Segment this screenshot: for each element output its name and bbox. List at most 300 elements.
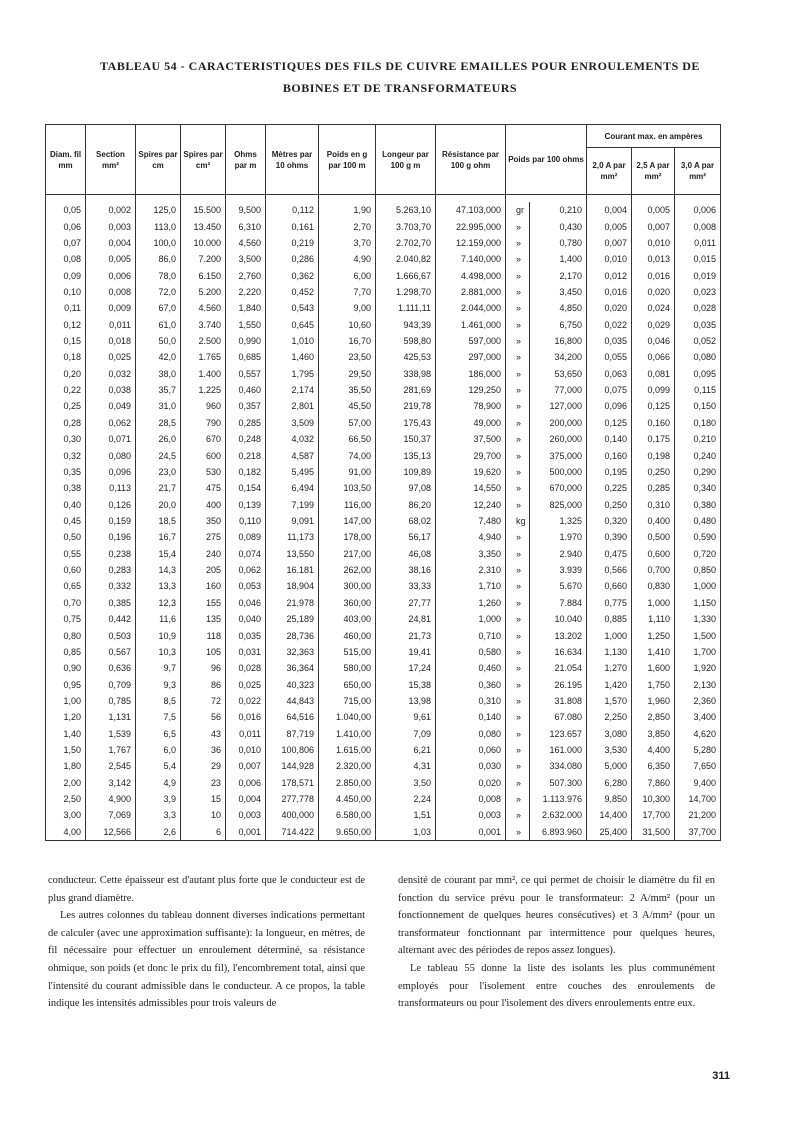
table-cell: 16.634 bbox=[530, 644, 587, 660]
table-cell-unit: » bbox=[506, 447, 530, 463]
table-row bbox=[46, 791, 721, 807]
table-cell: 3,400 bbox=[675, 709, 721, 725]
table-cell: 1.113.976 bbox=[530, 791, 587, 807]
wire-characteristics-table bbox=[45, 124, 721, 841]
table-cell: 400,000 bbox=[266, 807, 319, 823]
table-cell: 4,900 bbox=[86, 791, 136, 807]
table-cell: 240 bbox=[181, 546, 226, 562]
table-row bbox=[46, 660, 721, 676]
table-cell: 0,159 bbox=[86, 513, 136, 529]
table-cell: 0,357 bbox=[226, 398, 266, 414]
header-longueur: Longeur par 100 g m bbox=[376, 125, 436, 195]
table-cell: 0,012 bbox=[587, 267, 632, 283]
table-cell: 1,600 bbox=[632, 660, 675, 676]
table-cell: 3,850 bbox=[632, 726, 675, 742]
table-cell: 147,00 bbox=[319, 513, 376, 529]
table-row bbox=[46, 267, 721, 283]
table-cell: 1,03 bbox=[376, 824, 436, 841]
table-cell: 4.498,000 bbox=[436, 267, 506, 283]
table-cell: 0,785 bbox=[86, 693, 136, 709]
table-cell: 4,620 bbox=[675, 726, 721, 742]
table-cell: 7,199 bbox=[266, 496, 319, 512]
table-cell: 1,131 bbox=[86, 709, 136, 725]
table-cell: 0,016 bbox=[632, 267, 675, 283]
table-row bbox=[46, 415, 721, 431]
table-row bbox=[46, 284, 721, 300]
table-cell: 338,98 bbox=[376, 366, 436, 382]
table-row bbox=[46, 464, 721, 480]
table-cell: 1,000 bbox=[675, 578, 721, 594]
table-cell: 0,125 bbox=[587, 415, 632, 431]
table-cell: 28,5 bbox=[136, 415, 181, 431]
table-row bbox=[46, 480, 721, 496]
table-cell: 15 bbox=[181, 791, 226, 807]
table-row bbox=[46, 644, 721, 660]
table-cell-unit: » bbox=[506, 546, 530, 562]
table-cell: 1,80 bbox=[46, 758, 86, 774]
table-cell: 37,700 bbox=[675, 824, 721, 841]
table-cell: 530 bbox=[181, 464, 226, 480]
table-cell: 19,620 bbox=[436, 464, 506, 480]
table-cell: 1.615,00 bbox=[319, 742, 376, 758]
table-cell: 21,7 bbox=[136, 480, 181, 496]
table-cell: 0,011 bbox=[86, 317, 136, 333]
table-cell: 17,700 bbox=[632, 807, 675, 823]
table-cell: 2,00 bbox=[46, 775, 86, 791]
table-cell: 13,98 bbox=[376, 693, 436, 709]
table-cell: 3,142 bbox=[86, 775, 136, 791]
table-cell: 14,550 bbox=[436, 480, 506, 496]
table-cell: 26,0 bbox=[136, 431, 181, 447]
table-cell: 0,006 bbox=[226, 775, 266, 791]
table-cell: 6,0 bbox=[136, 742, 181, 758]
table-cell: 598,80 bbox=[376, 333, 436, 349]
table-cell: 68,02 bbox=[376, 513, 436, 529]
table-cell: 37,500 bbox=[436, 431, 506, 447]
table-cell: 0,20 bbox=[46, 366, 86, 382]
table-cell: 460,00 bbox=[319, 627, 376, 643]
table-cell: 0,95 bbox=[46, 676, 86, 692]
header-courant-2a: 2,0 A par mm² bbox=[587, 148, 632, 195]
table-cell: 0,10 bbox=[46, 284, 86, 300]
table-cell: 45,50 bbox=[319, 398, 376, 414]
table-cell: 425,53 bbox=[376, 349, 436, 365]
table-cell: 375,000 bbox=[530, 447, 587, 463]
table-row bbox=[46, 235, 721, 251]
table-cell: 42,0 bbox=[136, 349, 181, 365]
table-cell: 31,0 bbox=[136, 398, 181, 414]
table-cell: 300,00 bbox=[319, 578, 376, 594]
table-cell: 2.320,00 bbox=[319, 758, 376, 774]
table-cell: 943,39 bbox=[376, 317, 436, 333]
table-cell: 0,013 bbox=[632, 251, 675, 267]
table-cell-unit: » bbox=[506, 382, 530, 398]
table-row bbox=[46, 333, 721, 349]
table-cell: 1,51 bbox=[376, 807, 436, 823]
table-cell: 78,0 bbox=[136, 267, 181, 283]
table-cell: 0,062 bbox=[226, 562, 266, 578]
table-cell: 32,363 bbox=[266, 644, 319, 660]
table-cell: 0,460 bbox=[436, 660, 506, 676]
table-cell: 9.650,00 bbox=[319, 824, 376, 841]
header-poids-100ohms: Poids par 100 ohms bbox=[506, 125, 587, 195]
header-resistance: Résistance par 100 g ohm bbox=[436, 125, 506, 195]
table-cell: 9,7 bbox=[136, 660, 181, 676]
table-cell-unit: » bbox=[506, 464, 530, 480]
table-row bbox=[46, 693, 721, 709]
table-cell: 219,78 bbox=[376, 398, 436, 414]
table-cell: 10,300 bbox=[632, 791, 675, 807]
table-cell: 0,460 bbox=[226, 382, 266, 398]
table-cell-unit: » bbox=[506, 791, 530, 807]
table-title bbox=[40, 55, 760, 99]
table-cell: 0,09 bbox=[46, 267, 86, 283]
table-cell: 72,0 bbox=[136, 284, 181, 300]
table-cell: 97,08 bbox=[376, 480, 436, 496]
table-cell: 6,280 bbox=[587, 775, 632, 791]
table-cell: 0,089 bbox=[226, 529, 266, 545]
table-cell: 16,800 bbox=[530, 333, 587, 349]
table-cell: 0,055 bbox=[587, 349, 632, 365]
table-cell: 3,350 bbox=[436, 546, 506, 562]
table-cell: 6,310 bbox=[226, 218, 266, 234]
table-cell: 0,112 bbox=[266, 202, 319, 218]
table-cell: 1,000 bbox=[587, 627, 632, 643]
table-cell: 12,566 bbox=[86, 824, 136, 841]
table-cell: 4,850 bbox=[530, 300, 587, 316]
table-cell: 36,364 bbox=[266, 660, 319, 676]
table-cell: 1,550 bbox=[226, 317, 266, 333]
page-number: 311 bbox=[712, 1070, 730, 1082]
table-cell: 72 bbox=[181, 693, 226, 709]
table-cell: 475 bbox=[181, 480, 226, 496]
table-cell: 3.703,70 bbox=[376, 218, 436, 234]
table-cell: 4.560 bbox=[181, 300, 226, 316]
table-cell: 1,460 bbox=[266, 349, 319, 365]
table-row bbox=[46, 300, 721, 316]
table-cell: 1,00 bbox=[46, 693, 86, 709]
table-cell: 0,885 bbox=[587, 611, 632, 627]
table-row bbox=[46, 218, 721, 234]
table-cell: 205 bbox=[181, 562, 226, 578]
table-cell: 1,500 bbox=[675, 627, 721, 643]
table-cell: 24,5 bbox=[136, 447, 181, 463]
table-cell: 0,139 bbox=[226, 496, 266, 512]
table-cell-unit: » bbox=[506, 349, 530, 365]
table-cell: 1,750 bbox=[632, 676, 675, 692]
table-cell: 86,0 bbox=[136, 251, 181, 267]
table-cell: 67,0 bbox=[136, 300, 181, 316]
table-cell: 0,125 bbox=[632, 398, 675, 414]
table-cell: 9,400 bbox=[675, 775, 721, 791]
table-cell: 100,0 bbox=[136, 235, 181, 251]
table-cell: 0,50 bbox=[46, 529, 86, 545]
table-cell: 35,7 bbox=[136, 382, 181, 398]
table-cell: 0,001 bbox=[226, 824, 266, 841]
table-cell: 46,08 bbox=[376, 546, 436, 562]
table-cell: 6,750 bbox=[530, 317, 587, 333]
table-cell: 0,18 bbox=[46, 349, 86, 365]
table-row bbox=[46, 562, 721, 578]
table-row bbox=[46, 349, 721, 365]
table-cell: 1,260 bbox=[436, 595, 506, 611]
table-cell: 3,3 bbox=[136, 807, 181, 823]
table-row bbox=[46, 758, 721, 774]
table-cell: 5,280 bbox=[675, 742, 721, 758]
table-cell: 19,41 bbox=[376, 644, 436, 660]
table-cell: 3,70 bbox=[319, 235, 376, 251]
table-cell: 78,900 bbox=[436, 398, 506, 414]
table-cell: 2,220 bbox=[226, 284, 266, 300]
table-cell: 0,020 bbox=[436, 775, 506, 791]
paragraph: Les autres colonnes du tableau donnent diverses indications permettant de calculer (avec une approximation suffisante): la longueur, en mètres, de fil nécessaire pour effectuer un enroulement déterminé, sa résistance ohmique, son poids (et donc le prix du fil), l'encombrement total, ainsi que l'intensité du courant admissible dans le conducteur. A ce propos, la table indique les intensités admissibles pour trois valeurs de bbox=[48, 910, 365, 1010]
table-cell: 4,90 bbox=[319, 251, 376, 267]
table-cell: 16.181 bbox=[266, 562, 319, 578]
table-cell: 403,00 bbox=[319, 611, 376, 627]
table-cell: 0,990 bbox=[226, 333, 266, 349]
table-cell: 0,080 bbox=[675, 349, 721, 365]
table-cell: 0,160 bbox=[632, 415, 675, 431]
table-cell: 4,560 bbox=[226, 235, 266, 251]
table-cell: 0,600 bbox=[632, 546, 675, 562]
table-cell: 0,400 bbox=[632, 513, 675, 529]
table-cell: 0,248 bbox=[226, 431, 266, 447]
table-cell: 0,004 bbox=[226, 791, 266, 807]
table-cell: 0,006 bbox=[675, 202, 721, 218]
table-cell: 4,9 bbox=[136, 775, 181, 791]
table-cell-unit: » bbox=[506, 578, 530, 594]
table-cell: 1,710 bbox=[436, 578, 506, 594]
table-cell: 0,285 bbox=[632, 480, 675, 496]
table-cell: 507.300 bbox=[530, 775, 587, 791]
table-cell: 1.410,00 bbox=[319, 726, 376, 742]
table-cell: 13.450 bbox=[181, 218, 226, 234]
table-cell: 334.080 bbox=[530, 758, 587, 774]
table-cell: 3,080 bbox=[587, 726, 632, 742]
table-cell: 9,850 bbox=[587, 791, 632, 807]
table-cell: 0,038 bbox=[86, 382, 136, 398]
table-cell: 0,003 bbox=[436, 807, 506, 823]
table-cell: 0,008 bbox=[86, 284, 136, 300]
table-cell: 2,24 bbox=[376, 791, 436, 807]
table-row bbox=[46, 578, 721, 594]
table-cell: 7.884 bbox=[530, 595, 587, 611]
table-cell: 670,000 bbox=[530, 480, 587, 496]
table-cell: 5.670 bbox=[530, 578, 587, 594]
table-cell: 15,38 bbox=[376, 676, 436, 692]
paragraph: conducteur. Cette épaisseur est d'autant plus forte que le conducteur est de plus grand diamètre. bbox=[48, 875, 365, 904]
header-spires-cm: Spires par cm bbox=[136, 125, 181, 195]
table-cell: 0,452 bbox=[266, 284, 319, 300]
table-cell-unit: » bbox=[506, 644, 530, 660]
table-cell: 6.893.960 bbox=[530, 824, 587, 841]
table-cell: 0,004 bbox=[86, 235, 136, 251]
table-cell: 0,081 bbox=[632, 366, 675, 382]
table-cell: 3,530 bbox=[587, 742, 632, 758]
table-cell: 118 bbox=[181, 627, 226, 643]
table-cell: 0,240 bbox=[675, 447, 721, 463]
table-cell: 0,032 bbox=[86, 366, 136, 382]
table-cell: 9,500 bbox=[226, 202, 266, 218]
table-cell: 4.450,00 bbox=[319, 791, 376, 807]
table-cell: 86 bbox=[181, 676, 226, 692]
table-cell: 0,019 bbox=[675, 267, 721, 283]
table-cell: 29,50 bbox=[319, 366, 376, 382]
table-cell: 0,380 bbox=[675, 496, 721, 512]
table-row bbox=[46, 726, 721, 742]
table-cell-unit: » bbox=[506, 366, 530, 382]
table-cell: 1,20 bbox=[46, 709, 86, 725]
table-cell: 0,195 bbox=[587, 464, 632, 480]
table-cell: 7,70 bbox=[319, 284, 376, 300]
table-cell: 0,15 bbox=[46, 333, 86, 349]
table-cell: 3.939 bbox=[530, 562, 587, 578]
table-row bbox=[46, 595, 721, 611]
table-cell: 2,850 bbox=[632, 709, 675, 725]
table-cell: 1,130 bbox=[587, 644, 632, 660]
table-row bbox=[46, 546, 721, 562]
table-cell: 2.702,70 bbox=[376, 235, 436, 251]
table-cell: 0,210 bbox=[675, 431, 721, 447]
table-cell: 3,450 bbox=[530, 284, 587, 300]
table-cell: 2,545 bbox=[86, 758, 136, 774]
table-cell: 2.881,000 bbox=[436, 284, 506, 300]
table-cell: 10.000 bbox=[181, 235, 226, 251]
table-cell: 0,015 bbox=[675, 251, 721, 267]
table-cell: 49,000 bbox=[436, 415, 506, 431]
table-cell: 3,509 bbox=[266, 415, 319, 431]
table-cell: 515,00 bbox=[319, 644, 376, 660]
table-cell: 21,73 bbox=[376, 627, 436, 643]
table-cell: 0,007 bbox=[632, 218, 675, 234]
table-cell: 14,400 bbox=[587, 807, 632, 823]
table-cell: 56,17 bbox=[376, 529, 436, 545]
table-cell: 0,567 bbox=[86, 644, 136, 660]
table-cell: 6,350 bbox=[632, 758, 675, 774]
table-cell: 1,840 bbox=[226, 300, 266, 316]
table-cell: 77,000 bbox=[530, 382, 587, 398]
table-row bbox=[46, 627, 721, 643]
table-cell: 1,250 bbox=[632, 627, 675, 643]
table-cell: 9,61 bbox=[376, 709, 436, 725]
table-row bbox=[46, 742, 721, 758]
table-cell: 0,020 bbox=[587, 300, 632, 316]
table-cell: 0,503 bbox=[86, 627, 136, 643]
table-cell: 3,9 bbox=[136, 791, 181, 807]
table-row bbox=[46, 807, 721, 823]
table-cell: 0,219 bbox=[266, 235, 319, 251]
table-cell: 0,007 bbox=[226, 758, 266, 774]
table-cell: 0,580 bbox=[436, 644, 506, 660]
table-cell: 2,801 bbox=[266, 398, 319, 414]
header-courant-group: Courant max. en ampères bbox=[587, 125, 721, 148]
table-cell: 3,50 bbox=[376, 775, 436, 791]
table-cell: 53,650 bbox=[530, 366, 587, 382]
table-cell: 1,90 bbox=[319, 202, 376, 218]
table-cell: 0,074 bbox=[226, 546, 266, 562]
table-cell: 2,174 bbox=[266, 382, 319, 398]
table-cell: 580,00 bbox=[319, 660, 376, 676]
table-cell: 34,200 bbox=[530, 349, 587, 365]
table-cell: 1.970 bbox=[530, 529, 587, 545]
table-cell: 1.461,000 bbox=[436, 317, 506, 333]
table-cell: 44,843 bbox=[266, 693, 319, 709]
table-cell: 1,570 bbox=[587, 693, 632, 709]
table-cell: 4,00 bbox=[46, 824, 86, 841]
table-cell: 27,77 bbox=[376, 595, 436, 611]
table-cell: 217,00 bbox=[319, 546, 376, 562]
table-cell: 2,310 bbox=[436, 562, 506, 578]
table-cell: 56 bbox=[181, 709, 226, 725]
table-cell: 7.140,000 bbox=[436, 251, 506, 267]
table-cell: 5,4 bbox=[136, 758, 181, 774]
table-cell: 4,032 bbox=[266, 431, 319, 447]
table-cell: 0,05 bbox=[46, 202, 86, 218]
table-cell: 57,00 bbox=[319, 415, 376, 431]
table-cell: 2,6 bbox=[136, 824, 181, 841]
table-cell: 0,286 bbox=[266, 251, 319, 267]
table-cell: 0,65 bbox=[46, 578, 86, 594]
table-cell-unit: » bbox=[506, 758, 530, 774]
table-cell: 13.202 bbox=[530, 627, 587, 643]
header-spires-cm2: Spires par cm² bbox=[181, 125, 226, 195]
table-cell-unit: kg bbox=[506, 513, 530, 529]
table-cell: 0,28 bbox=[46, 415, 86, 431]
table-cell-unit: » bbox=[506, 317, 530, 333]
table-cell: 0,182 bbox=[226, 464, 266, 480]
table-cell: 200,000 bbox=[530, 415, 587, 431]
table-cell: 360,00 bbox=[319, 595, 376, 611]
table-cell: 0,210 bbox=[530, 202, 587, 218]
table-cell: 2.040,82 bbox=[376, 251, 436, 267]
table-cell: 6 bbox=[181, 824, 226, 841]
table-cell: 1,539 bbox=[86, 726, 136, 742]
table-cell: 2.500 bbox=[181, 333, 226, 349]
table-cell: 5.263,10 bbox=[376, 202, 436, 218]
table-cell: 0,250 bbox=[587, 496, 632, 512]
table-cell: 21,200 bbox=[675, 807, 721, 823]
table-cell: 0,161 bbox=[266, 218, 319, 234]
table-cell: 0,154 bbox=[226, 480, 266, 496]
table-cell: 22.995,000 bbox=[436, 218, 506, 234]
table-cell: 297,000 bbox=[436, 349, 506, 365]
table-cell: 0,001 bbox=[436, 824, 506, 841]
table-cell: 277,778 bbox=[266, 791, 319, 807]
table-cell: 0,140 bbox=[436, 709, 506, 725]
table-cell: 1.111,11 bbox=[376, 300, 436, 316]
table-row bbox=[46, 775, 721, 791]
table-cell: 1,700 bbox=[675, 644, 721, 660]
table-cell: 0,30 bbox=[46, 431, 86, 447]
table-cell: 1.225 bbox=[181, 382, 226, 398]
table-cell: 5,000 bbox=[587, 758, 632, 774]
table-cell-unit: » bbox=[506, 627, 530, 643]
table-cell: 6,5 bbox=[136, 726, 181, 742]
table-cell: 5,495 bbox=[266, 464, 319, 480]
table-cell: 0,362 bbox=[266, 267, 319, 283]
table-cell: 0,099 bbox=[632, 382, 675, 398]
table-cell: 0,005 bbox=[632, 202, 675, 218]
table-cell: 0,480 bbox=[675, 513, 721, 529]
table-cell: 0,636 bbox=[86, 660, 136, 676]
table-cell: 11,6 bbox=[136, 611, 181, 627]
table-cell: 0,720 bbox=[675, 546, 721, 562]
table-cell: 2,130 bbox=[675, 676, 721, 692]
table-cell: 29 bbox=[181, 758, 226, 774]
table-cell: 18,904 bbox=[266, 578, 319, 594]
table-cell: 178,571 bbox=[266, 775, 319, 791]
table-cell-unit: » bbox=[506, 431, 530, 447]
